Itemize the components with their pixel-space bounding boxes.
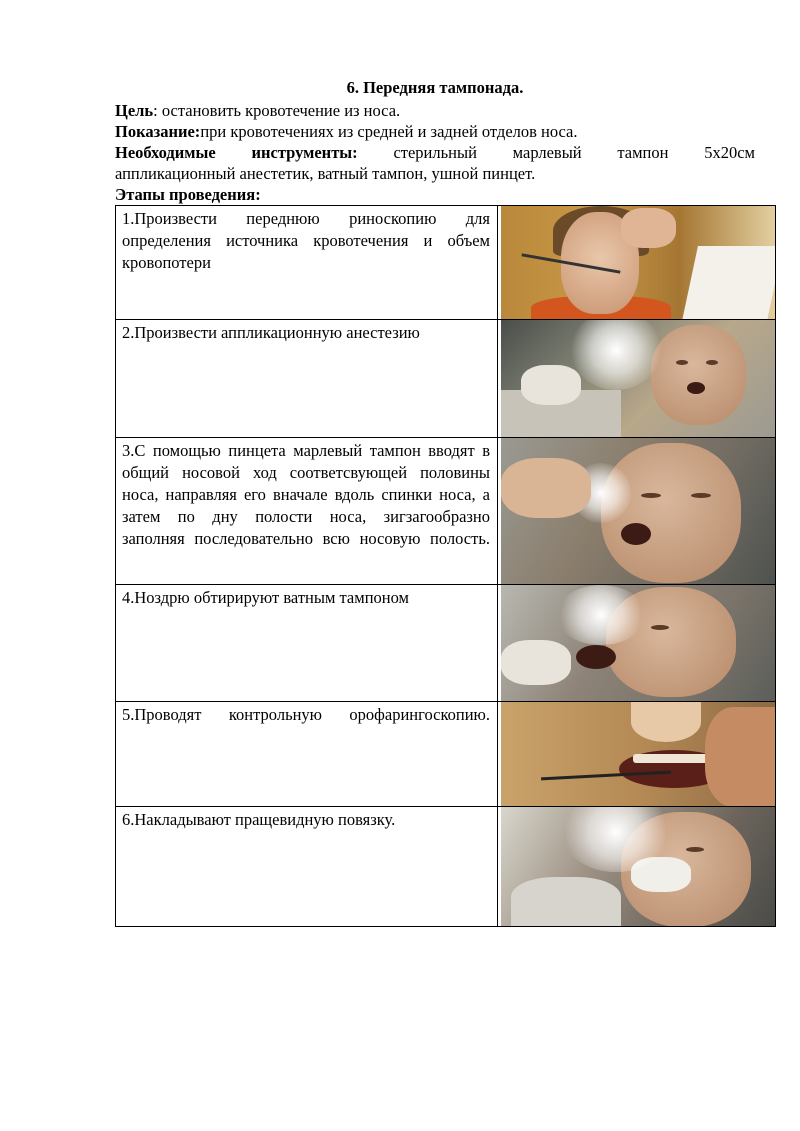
step-photo-cell-4 bbox=[498, 585, 776, 702]
indication-label: Показание: bbox=[115, 122, 201, 141]
step-text-4: 4.Ноздрю обтирируют ватным тампоном bbox=[116, 585, 498, 702]
step-photo-cell-2 bbox=[498, 320, 776, 438]
mannequin-eye bbox=[706, 360, 718, 365]
goal-text: : остановить кровотечение из носа. bbox=[153, 101, 401, 120]
step-text-1: 1.Произвести переднюю риноскопию для определения источника кровотечения и объем кровопотери bbox=[116, 206, 498, 320]
glove-shape bbox=[521, 365, 581, 405]
coat-shape bbox=[682, 246, 775, 319]
step-text-2: 2.Произвести аппликационную анестезию bbox=[116, 320, 498, 438]
table-row bbox=[116, 206, 776, 320]
bandage-photo bbox=[501, 807, 775, 926]
glove-shape bbox=[501, 640, 571, 685]
table-row bbox=[116, 585, 776, 702]
teeth-shape bbox=[633, 754, 713, 763]
tools-line bbox=[115, 142, 755, 163]
lamp-glare bbox=[556, 585, 646, 645]
tools-line-2: аппликационный анестетик, ватный тампон, ушной пинцет. bbox=[115, 164, 536, 183]
step-photo-cell-6 bbox=[498, 807, 776, 927]
tools-label: Необходимые инструменты: bbox=[115, 143, 358, 162]
tools-text-line1: стерильный марлевый тампон 5х20см bbox=[357, 143, 755, 162]
goal-line bbox=[115, 100, 755, 121]
step-photo-cell-3 bbox=[498, 438, 776, 585]
hand-shape bbox=[501, 458, 591, 518]
mannequin-head bbox=[651, 325, 746, 425]
indication-text: при кровотечениях из средней и задней отделов носа. bbox=[200, 122, 578, 141]
goal-label: Цель bbox=[115, 101, 154, 120]
section-title: 6. Передняя тампонада. bbox=[346, 78, 524, 97]
lamp-glare bbox=[571, 320, 661, 390]
step-text-5: 5.Проводят контрольную орофарингоскопию. bbox=[116, 702, 498, 807]
oropharyngoscopy-photo bbox=[501, 702, 775, 806]
table-row bbox=[116, 320, 776, 438]
mannequin-eye bbox=[686, 847, 704, 852]
mannequin-eye bbox=[641, 493, 661, 498]
step-photo-cell-5 bbox=[498, 702, 776, 807]
mannequin-eye bbox=[651, 625, 669, 630]
nostril-wipe-photo bbox=[501, 585, 775, 701]
mannequin-eye bbox=[676, 360, 688, 365]
rhinoscopy-photo bbox=[501, 206, 775, 319]
table-row bbox=[116, 807, 776, 927]
table-row bbox=[116, 702, 776, 807]
step-text-6: 6.Накладывают пращевидную повязку. bbox=[116, 807, 498, 927]
step-photo-cell-1 bbox=[498, 206, 776, 320]
hand-shape bbox=[621, 208, 676, 248]
step-text-3: 3.С помощью пинцета марлевый тампон вводят в общий носовой ход соответсвующей половины носа, направляя его вначале вдоль спинки носа, а затем по дну полости носа, зигзагообразно заполняя последовательно всю носовую полость. bbox=[116, 438, 498, 585]
anesthesia-photo bbox=[501, 320, 775, 437]
table-row bbox=[116, 438, 776, 585]
tamponade-photo bbox=[501, 438, 775, 584]
nose-shape bbox=[631, 702, 701, 742]
steps-table bbox=[115, 205, 776, 927]
mannequin-mouth bbox=[687, 382, 705, 394]
mannequin-eye bbox=[691, 493, 711, 498]
hand-shape bbox=[705, 707, 775, 806]
mannequin-mouth bbox=[576, 645, 616, 669]
support-shape bbox=[511, 877, 621, 926]
indication-line bbox=[115, 121, 755, 142]
mannequin-mouth bbox=[621, 523, 651, 545]
stages-heading: Этапы проведения: bbox=[115, 185, 261, 204]
